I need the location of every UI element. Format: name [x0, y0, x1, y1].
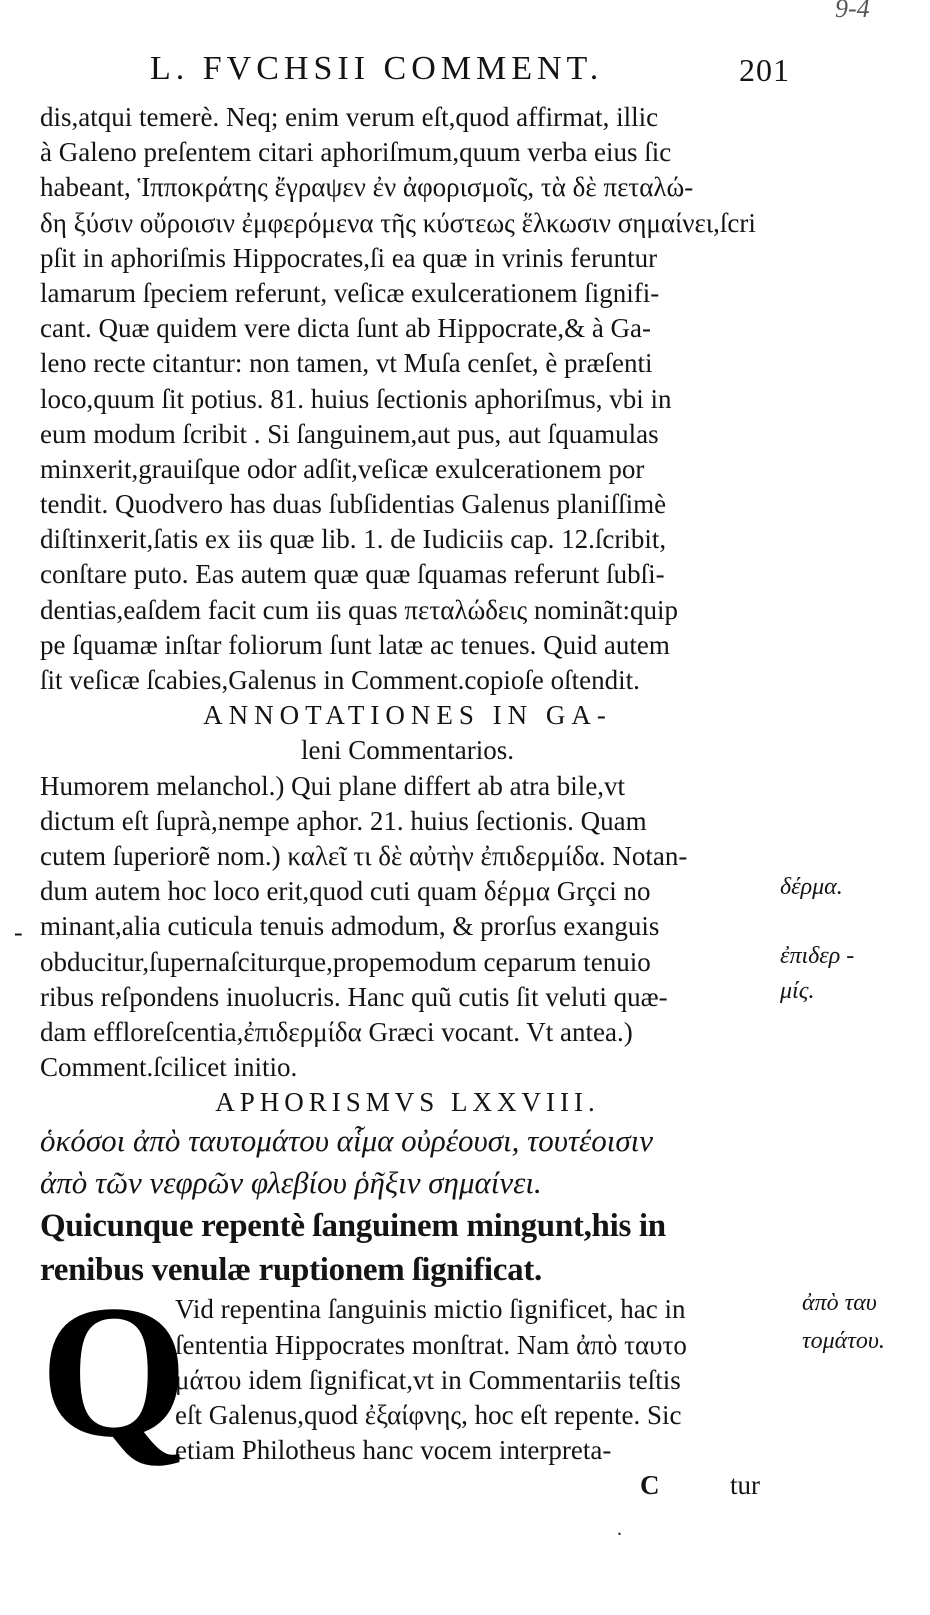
text-line: dum autem hoc loco erit,quod cuti quam δέρμα Grçci no	[40, 876, 651, 907]
page-header	[150, 50, 790, 94]
text-line: tendit. Quodvero has duas ſubſidentias Galenus planiſſimè	[40, 489, 667, 520]
text-line: Vid repentina ſanguinis mictio ſignificet, hac in	[175, 1294, 686, 1325]
text-line: cant. Quæ quidem vere dicta ſunt ab Hippocrate,& à Ga-	[40, 313, 652, 344]
margin-note-apo-tau-cont: τομάτου.	[802, 1328, 885, 1354]
annotations-subheading: leni Commentarios.	[301, 735, 514, 766]
page-corner-mark: 9-4	[835, 0, 870, 23]
aphorism-greek-line: ὁκόσοι ἀπὸ ταυτομάτου αἷμα οὐρέουσι, τουτέοισιν	[40, 1123, 654, 1159]
text-line: loco,quum ſit potius. 81. huius ſectionis aphoriſmus, vbi in	[40, 383, 672, 414]
text-line: eum modum ſcribit . Si ſanguinem,aut pus, aut ſquamulas	[40, 418, 659, 449]
running-head: L. FVCHSII COMMENT.	[150, 50, 604, 87]
annotations-section	[40, 698, 775, 1085]
margin-note-apo-tau: ἀπὸ ταυ	[802, 1290, 877, 1316]
signature-mark: C	[640, 1470, 660, 1501]
text-line: Humorem melanchol.) Qui plane differt ab atra bile,vt	[40, 770, 626, 801]
text-line: etiam Philotheus hanc vocem interpreta-	[175, 1435, 612, 1466]
aphorism-latin-line: Quicunque repentè ſanguinem mingunt,his in	[40, 1208, 666, 1245]
text-line: δη ξύσιν οὔροισιν ἐμφερόμενα τῆς κύστεως ἕλκωσιν σημαίνει,ſcri	[40, 207, 756, 238]
margin-dash: -	[14, 918, 23, 947]
text-line: μάτου idem ſignificat,vt in Commentariis teſtis	[175, 1364, 681, 1395]
text-line: pe ſquamæ inſtar foliorum ſunt latæ ac tenues. Quid autem	[40, 629, 670, 660]
text-line: diſtinxerit,ſatis ex iis quæ lib. 1. de Iudiciis cap. 12.ſcribit,	[40, 524, 667, 555]
margin-notes	[770, 0, 930, 1615]
annotations-heading: ANNOTATIONES IN GA-	[203, 700, 612, 731]
text-line: leno recte citantur: non tamen, vt Muſa cenſet, è præſenti	[40, 348, 653, 379]
drop-cap: Q	[40, 1267, 188, 1478]
text-line: pſit in aphoriſmis Hippocrates,ſi ea quæ in vrinis feruntur	[40, 242, 658, 273]
stray-mark: .	[617, 1518, 622, 1540]
text-line: à Galeno preſentem citari aphoriſmum,quum verba eius ſic	[40, 137, 672, 168]
text-line: eſt Galenus,quod ἐξαίφνης, hoc eſt repente. Sic	[175, 1400, 682, 1430]
text-line: conſtare puto. Eas autem quæ quæ ſquamas referunt ſubſi-	[40, 559, 665, 590]
text-line: lamarum ſpeciem referunt, veſicæ exulcerationem ſignifi-	[40, 277, 660, 308]
catchword: tur	[730, 1470, 760, 1501]
page-number: 201	[739, 52, 790, 88]
text-line: dam effloreſcentia,ἐπιδερμίδα Græci vocant. Vt antea.)	[40, 1016, 633, 1047]
text-line: ribus reſpondens inuolucris. Hanc quũ cutis ſit veluti quæ-	[40, 981, 668, 1012]
text-line: minant,alia cuticula tenuis admodum, & prorſus exanguis	[40, 911, 660, 942]
aphorism-greek-line: ἀπὸ τῶν νεφρῶν φλεβίου ῥῆξιν σημαίνει.	[40, 1165, 542, 1201]
margin-note-derma: δέρμα.	[780, 874, 843, 900]
text-line: habeant, Ἱπποκράτης ἔγραψεν ἐν ἀφορισμοῖς, τὰ δὲ πεταλώ-	[40, 172, 694, 203]
margin-note-epidermis-cont: μίς.	[780, 978, 815, 1004]
aphorism-section	[40, 1085, 775, 1503]
text-line: obducitur,ſupernaſciturque,propemodum ceparum tenuio	[40, 946, 651, 977]
text-line: ſententia Hippocrates monſtrat. Nam ἀπὸ ταυτο	[175, 1329, 687, 1360]
text-line: Comment.ſcilicet initio.	[40, 1052, 298, 1083]
aphorism-title: APHORISMVS LXXVIII.	[215, 1087, 600, 1118]
text-line: dictum eſt ſuprà,nempe aphor. 21. huius ſectionis. Quam	[40, 805, 647, 836]
text-line: minxerit,grauiſque odor adſit,veſicæ exulcerationem por	[40, 453, 645, 484]
text-line: ſit veſicæ ſcabies,Galenus in Comment.copioſe oſtendit.	[40, 665, 640, 695]
body-text	[40, 100, 775, 1503]
aphorism-latin-line: renibus venulæ ruptionem ſignificat.	[40, 1252, 542, 1289]
commentary-block	[40, 100, 775, 698]
margin-note-epidermis: ἐπιδερ -	[780, 943, 855, 969]
text-line: cutem ſuperiorẽ nom.) καλεῖ τι δὲ αὐτὴν ἐπιδερμίδα. Notan-	[40, 840, 688, 871]
text-line: dentias,eaſdem facit cum iis quas πεταλώδεις nominãt:quip	[40, 594, 678, 625]
text-line: dis,atqui temerè. Neq; enim verum eſt,quod affirmat, illic	[40, 102, 659, 132]
